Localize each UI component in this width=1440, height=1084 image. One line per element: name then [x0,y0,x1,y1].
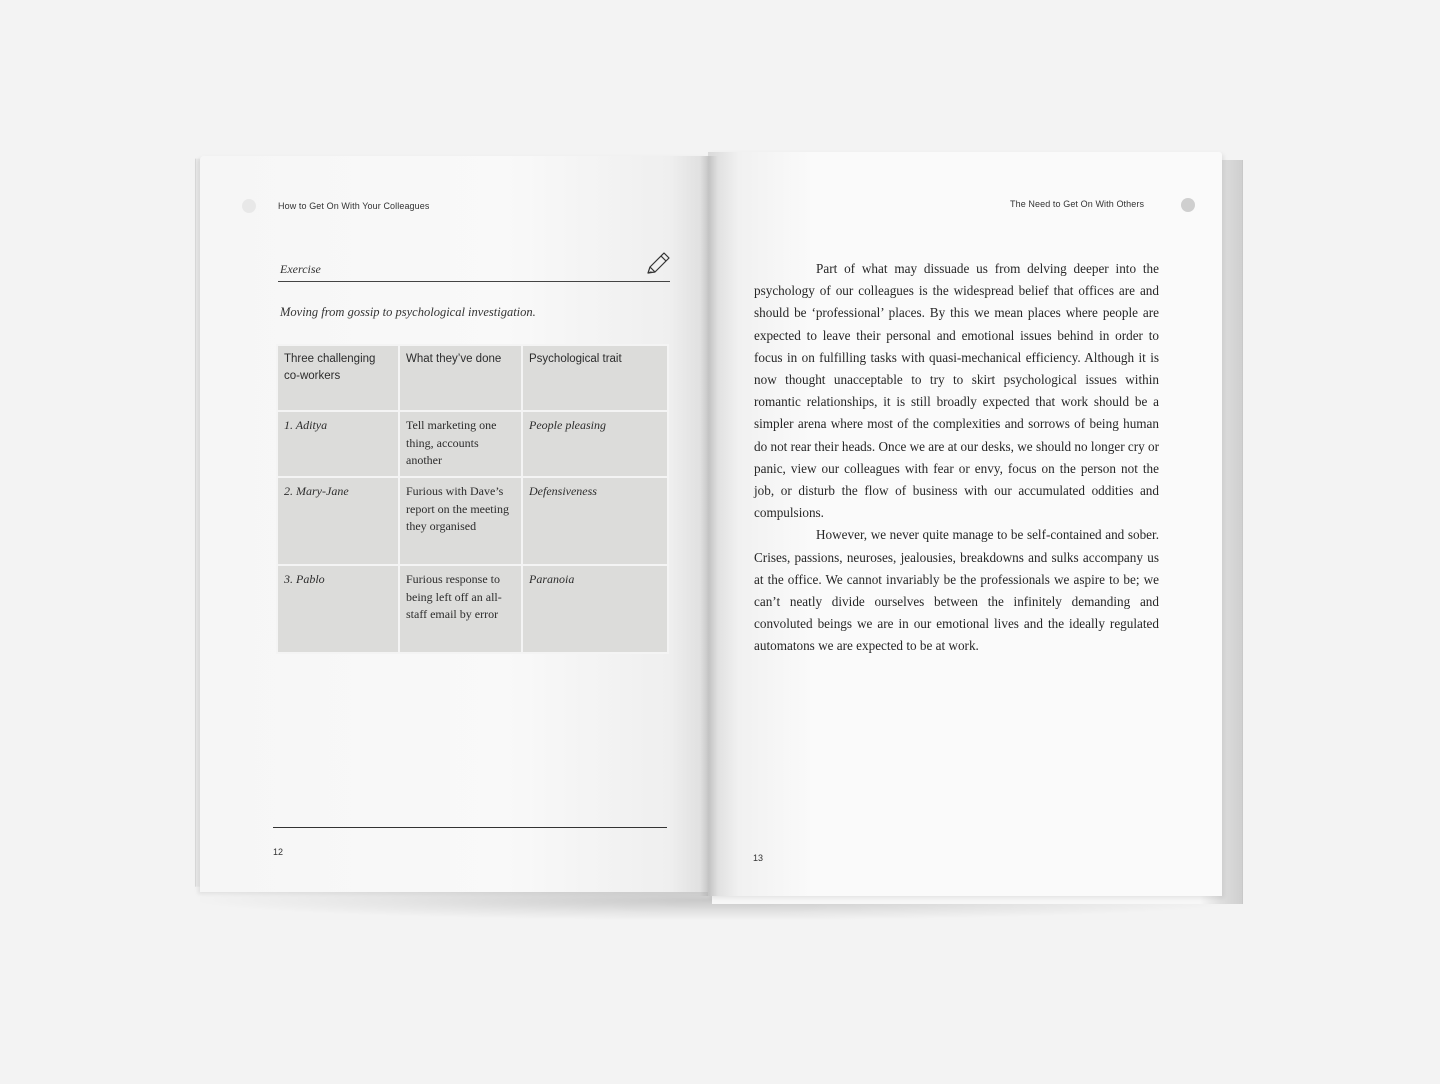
table-row [277,411,668,477]
book-gutter [700,156,718,896]
table-header-row [277,345,668,411]
right-margin-dot [1181,198,1195,212]
table-header-cell: Psychological trait [522,345,668,411]
exercise-table [276,344,669,654]
exercise-subtitle: Moving from gossip to psychological investigation. [280,305,536,319]
table-cell-trait: Defensiveness [522,477,668,565]
table-header-cell: What they’ve done [399,345,522,411]
body-paragraph: However, we never quite manage to be self-contained and sober. Crises, passions, neuroses, jealousies, breakdowns and sulks accompany us at the office. We cannot invariably be the professionals we aspire to be; we can’t neatly divide ourselves between the infinitely demanding and convoluted beings we are in our emotional lives and the ideally regulated automatons we are expected to be at work. [754,527,1159,654]
exercise-rule [278,281,670,282]
table-row [277,565,668,653]
table-cell-action: Tell marketing one thing, accounts another [399,411,522,477]
table-cell-coworker: 3. Pablo [277,565,399,653]
table-cell-action: Furious response to being left off an all-staff email by error [399,565,522,653]
left-bottom-rule [273,827,667,828]
left-margin-dot [242,199,256,213]
table-header-cell: Three challenging co-workers [277,345,399,411]
left-page-number: 12 [273,847,284,857]
table-row [277,477,668,565]
body-text [754,258,1159,658]
table-cell-coworker: 1. Aditya [277,411,399,477]
pencil-icon [644,251,672,277]
exercise-label: Exercise [280,262,321,276]
table-cell-trait: Paranoia [522,565,668,653]
table-cell-trait: People pleasing [522,411,668,477]
right-page-number: 13 [753,853,764,863]
body-paragraph: Part of what may dissuade us from delving deeper into the psychology of our colleagues is the widespread belief that offices are and should be ‘professional’ places. By this we mean places where people are expected to leave their personal and emotional issues behind in order to focus in on fulfilling tasks with quasi-mechanical efficiency. Although it is now thought unacceptable to try to skirt psychological issues within romantic relationships, it is still broadly expected that work should be a simpler arena where most of the complexities and sorrows of being human do not rear their heads. Once we are at our desks, we should no longer cry or panic, view our colleagues with fear or envy, focus on the person not the job, or disturb the flow of business with our accumulated oddities and compulsions. [754,261,1160,521]
left-running-head: How to Get On With Your Colleagues [278,201,430,211]
table-cell-action: Furious with Dave’s report on the meeting they organised [399,477,522,565]
table-cell-coworker: 2. Mary-Jane [277,477,399,565]
right-running-head: The Need to Get On With Others [1010,199,1145,209]
